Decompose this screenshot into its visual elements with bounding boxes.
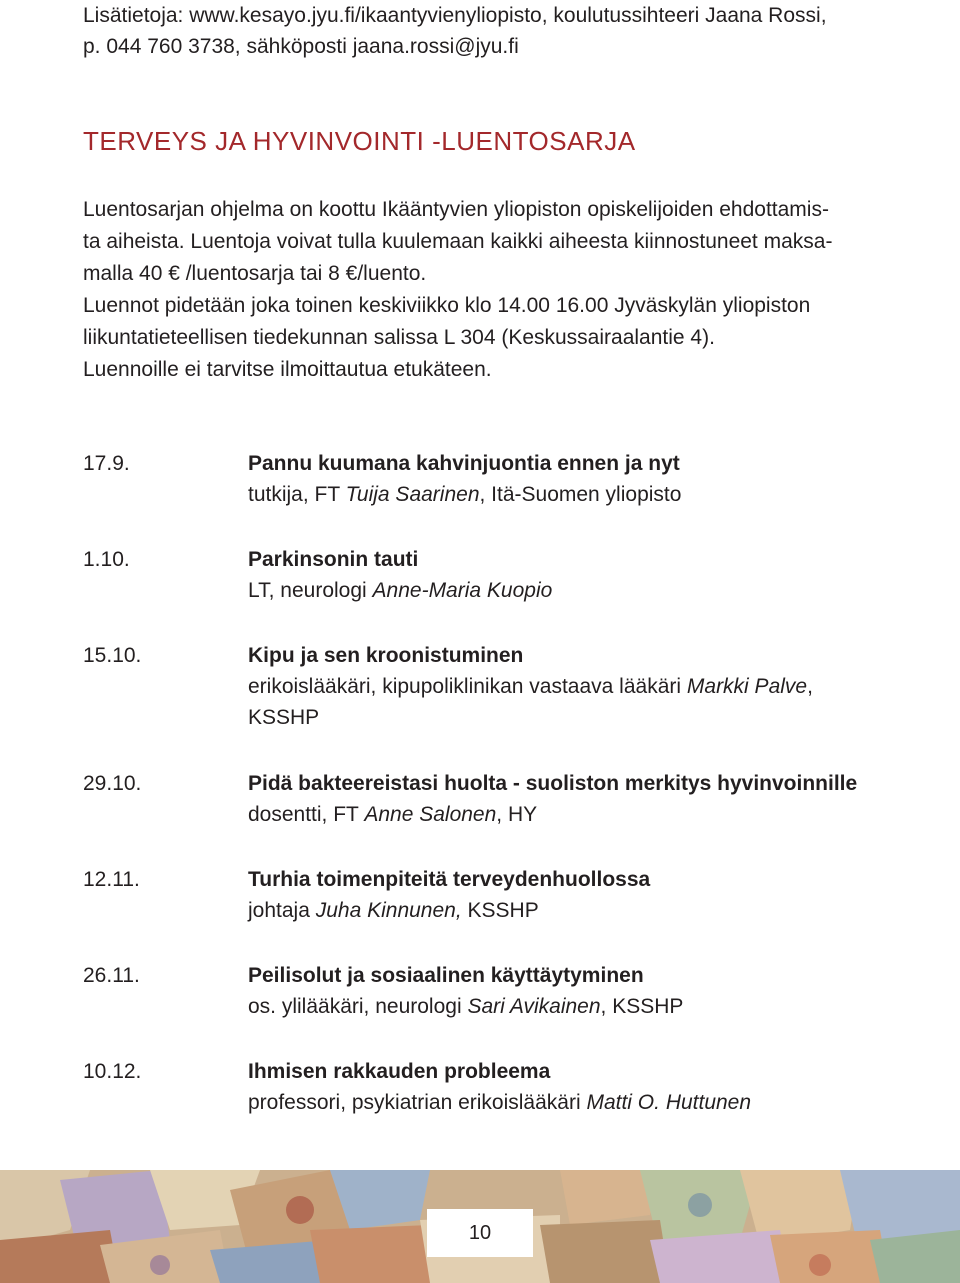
speaker-name: Matti O. Huttunen	[586, 1091, 752, 1114]
section-heading: TERVEYS JA HYVINVOINTI -LUENTOSARJA	[83, 126, 636, 156]
intro-line-5: liikuntatieteellisen tiedekunnan salissa L 304 (Keskussairaalantie 4).	[83, 326, 715, 349]
speaker-name: Sari Avikainen	[467, 995, 601, 1018]
lecture-date: 26.11.	[83, 964, 140, 987]
contact-info-line-1: Lisätietoja: www.kesayo.jyu.fi/ikaantyvienyliopisto, koulutussihteeri Jaana Rossi,	[83, 4, 827, 27]
lecture-title: Turhia toimenpiteitä terveydenhuollossa	[248, 868, 651, 891]
lecture-date: 10.12.	[83, 1060, 142, 1083]
lecture-date: 29.10.	[83, 772, 142, 795]
contact-info-line-2: p. 044 760 3738, sähköposti jaana.rossi@jyu.fi	[83, 35, 519, 58]
lecture-title: Ihmisen rakkauden probleema	[248, 1060, 551, 1083]
lecture-speaker: os. ylilääkäri, neurologi Sari Avikainen, KSSHP	[248, 995, 684, 1018]
lecture-date: 1.10.	[83, 548, 130, 571]
lecture-title: Pidä bakteereistasi huolta - suoliston merkitys hyvinvoinnille	[248, 772, 858, 795]
lecture-date: 15.10.	[83, 644, 142, 667]
lecture-speaker: tutkija, FT Tuija Saarinen, Itä-Suomen yliopisto	[248, 483, 682, 506]
intro-line-3: malla 40 € /luentosarja tai 8 €/luento.	[83, 262, 427, 285]
lecture-date: 17.9.	[83, 452, 130, 475]
speaker-name: Markki Palve	[686, 675, 808, 698]
lecture-speaker: LT, neurologi Anne-Maria Kuopio	[248, 579, 553, 602]
lecture-title: Parkinsonin tauti	[248, 548, 419, 571]
intro-line-2: ta aiheista. Luentoja voivat tulla kuulemaan kaikki aiheesta kiinnostuneet maksa-	[83, 230, 833, 253]
speaker-name: Anne-Maria Kuopio	[372, 579, 553, 602]
lecture-title: Kipu ja sen kroonistuminen	[248, 644, 524, 667]
lecture-speaker: dosentti, FT Anne Salonen, HY	[248, 803, 538, 826]
intro-line-6: Luennoille ei tarvitse ilmoittautua etukäteen.	[83, 358, 492, 381]
lecture-speaker: erikoislääkäri, kipupoliklinikan vastaava lääkäri Markki Palve,	[248, 675, 813, 698]
intro-line-4: Luennot pidetään joka toinen keskiviikko klo 14.00 16.00 Jyväskylän yliopiston	[83, 294, 811, 317]
intro-line-1: Luentosarjan ohjelma on koottu Ikääntyvien yliopiston opiskelijoiden ehdottamis-	[83, 198, 829, 221]
lecture-speaker: professori, psykiatrian erikoislääkäri Matti O. Huttunen	[248, 1091, 752, 1114]
lecture-speaker: johtaja Juha Kinnunen, KSSHP	[248, 899, 539, 922]
lecture-date: 12.11.	[83, 868, 140, 891]
speaker-name: Anne Salonen	[364, 803, 497, 826]
lecture-title: Pannu kuumana kahvinjuontia ennen ja nyt	[248, 452, 680, 475]
lecture-speaker-line-2: KSSHP	[248, 706, 320, 729]
lecture-title: Peilisolut ja sosiaalinen käyttäytyminen	[248, 964, 644, 987]
speaker-name: Juha Kinnunen,	[315, 899, 462, 922]
speaker-name: Tuija Saarinen	[345, 483, 480, 506]
page-number: 10	[427, 1209, 533, 1257]
